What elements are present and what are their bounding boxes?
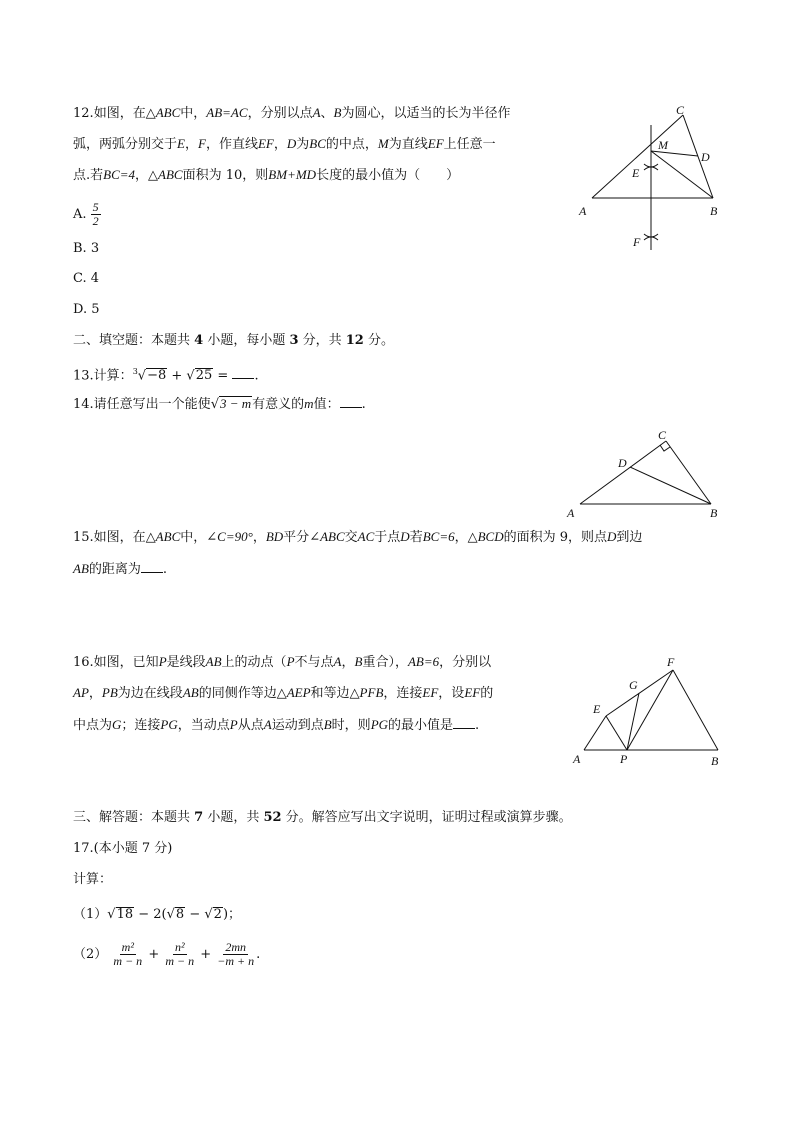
math: BC (309, 136, 326, 151)
math: PG (160, 717, 178, 732)
side-ep (606, 716, 627, 750)
label-b: B (710, 506, 718, 520)
text: 小题，共 (203, 810, 264, 825)
option-text: D. 5 (73, 302, 100, 317)
radicand: 25 (195, 368, 213, 384)
text: + (196, 947, 216, 962)
text: − 2( (134, 907, 167, 922)
text: + (144, 947, 164, 962)
q16-line-2 (73, 684, 493, 703)
radical-sign: √ (186, 368, 195, 384)
text: 有意义的 (252, 397, 305, 412)
text: 分。解答应写出文字说明，证明过程或演算步骤。 (281, 810, 572, 825)
text: 值： (313, 397, 340, 412)
denominator: 2 (92, 214, 99, 228)
label-a: A (573, 752, 581, 766)
text: 中， (180, 106, 207, 121)
text: （2） (73, 947, 108, 962)
math: D (400, 529, 410, 544)
text: 上的动点（ (221, 655, 287, 670)
math: G (112, 717, 122, 732)
segment-ef (606, 670, 673, 716)
denominator: m − n (165, 954, 195, 968)
math: EF (464, 685, 481, 700)
radicand: 18 (116, 907, 134, 922)
math: △PFB (349, 685, 384, 700)
math: BM+MD (268, 167, 317, 182)
text: 运动到点 (271, 718, 324, 733)
text: 时，则 (331, 718, 371, 733)
text: 长度的最小值为（ ） (316, 168, 460, 183)
q16-line-1 (73, 653, 491, 672)
label-a: A (579, 204, 587, 218)
math: B (354, 654, 363, 669)
text: 分，共 (298, 333, 346, 348)
right-angle-mark (660, 445, 670, 451)
number: 4 (194, 333, 204, 348)
math: △ABC (145, 529, 181, 544)
answer-blank[interactable] (141, 560, 163, 573)
text: − (185, 907, 205, 922)
text: 为 (296, 137, 310, 152)
q12-option-b[interactable] (73, 240, 99, 258)
math: D (607, 529, 617, 544)
text: ， (273, 137, 287, 152)
text: 的最小值是 (388, 718, 454, 733)
radicand: −8 (147, 368, 167, 384)
side-ac (580, 441, 666, 504)
q15-line-1 (73, 528, 642, 547)
math: △ABC (145, 105, 181, 120)
math: A (263, 717, 272, 732)
text: 交 (344, 530, 358, 545)
text: ，分别以 (439, 655, 492, 670)
figure-q15 (560, 425, 730, 520)
fraction (91, 201, 101, 228)
text: 中， (180, 530, 207, 545)
option-label: A. (73, 207, 87, 222)
text: ，设 (438, 686, 465, 701)
text: . (162, 562, 168, 577)
text: ；连接 (121, 718, 161, 733)
text: 上任意一 (443, 137, 496, 152)
side-ac (592, 115, 683, 198)
text: ， (341, 655, 355, 670)
label-e: E (593, 702, 601, 716)
denominator: −m + n (217, 954, 255, 968)
text: 计算： (73, 872, 113, 887)
label-a: A (567, 506, 575, 520)
q14 (73, 395, 366, 414)
q13 (73, 363, 259, 385)
math: BC=6 (422, 529, 455, 544)
math: D (286, 136, 297, 151)
radicand: 8 (175, 907, 185, 922)
math: PB (101, 685, 118, 700)
math: △ABC (148, 167, 183, 182)
text: 、 (320, 106, 334, 121)
math: BC=4 (103, 167, 136, 182)
text: 和等边 (310, 686, 350, 701)
radical-sign: √ (210, 397, 219, 412)
text: ， (252, 530, 266, 545)
math: AB (182, 685, 199, 700)
text: （1） (73, 907, 108, 922)
text: ，当动点 (177, 718, 230, 733)
denominator: m − n (113, 954, 143, 968)
text: . (361, 397, 366, 412)
q17-part-2 (73, 941, 260, 968)
text: 平分 (283, 530, 310, 545)
text: 为圆心，以适当的长为半径作 (341, 106, 511, 121)
answer-blank[interactable] (453, 716, 475, 729)
question-number: 12. (73, 106, 94, 121)
math: P (229, 717, 238, 732)
math: BD (265, 529, 284, 544)
text: . (256, 947, 261, 962)
label-d: D (618, 456, 627, 470)
text: = (213, 368, 233, 384)
q12-line-1 (73, 104, 511, 123)
text: 三、解答题：本题共 (73, 810, 195, 825)
math: AB=AC (206, 105, 248, 120)
text: )； (222, 907, 242, 922)
math: E (177, 136, 185, 151)
q12-option-d[interactable] (73, 301, 100, 319)
math: ∠C=90° (206, 529, 253, 544)
label-f: F (633, 235, 641, 249)
text: 若 (409, 530, 423, 545)
math: AC (357, 529, 375, 544)
text: ，连接 (383, 686, 423, 701)
text: 到边 (616, 530, 643, 545)
text: + (167, 368, 187, 384)
text: . (254, 368, 259, 384)
side-fb (673, 670, 718, 750)
text: 如图，在 (93, 106, 146, 121)
text: 13.计算： (73, 368, 133, 384)
label-c: C (658, 428, 667, 442)
text: 17.(本小题 7 分) (73, 841, 173, 856)
numerator: m² (121, 940, 134, 954)
text: 的 (480, 686, 494, 701)
fraction (163, 941, 196, 968)
radical-sign: √ (204, 907, 213, 922)
radical-sign: √ (137, 368, 147, 384)
text: 为边在线段 (117, 686, 183, 701)
side-ae (584, 716, 606, 750)
text: 的面积为 9，则点 (503, 530, 608, 545)
root-index: 3 (132, 367, 138, 376)
q12-line-2 (73, 135, 496, 154)
text: 15.如图，在 (73, 530, 146, 545)
radical-sign: √ (107, 907, 116, 922)
text: ，作直线 (205, 137, 258, 152)
q17-calc (73, 871, 112, 889)
number: 12 (345, 333, 364, 348)
text: 14.请任意写出一个能使 (73, 397, 211, 412)
numerator: 5 (92, 200, 99, 214)
q17-title (73, 840, 172, 858)
q12-option-c[interactable] (73, 270, 99, 288)
text: 的距离为 (88, 562, 141, 577)
side-bc (666, 441, 711, 504)
q17-part-1 (73, 906, 241, 924)
option-text: C. 4 (73, 271, 100, 286)
text: 的同侧作等边 (198, 686, 277, 701)
math: P (158, 654, 167, 669)
text: 16.如图，已知 (73, 655, 159, 670)
q12-line-3 (73, 166, 459, 185)
math: M (377, 136, 389, 151)
math: AB=6 (407, 654, 440, 669)
math: EF (427, 136, 444, 151)
math: △BCD (467, 529, 504, 544)
text: ，分别以点 (247, 106, 313, 121)
text: 中点为 (73, 718, 113, 733)
math: AB (205, 654, 222, 669)
math: m (304, 396, 314, 411)
label-p: P (620, 752, 628, 766)
text: 从点 (237, 718, 264, 733)
label-d: D (701, 150, 710, 164)
radicand: 3 − m (219, 396, 252, 411)
label-b: B (711, 754, 719, 768)
q12-option-a[interactable] (73, 201, 101, 228)
math: EF (257, 136, 274, 151)
number: 7 (194, 810, 204, 825)
text: ， (135, 168, 149, 183)
text: ， (88, 686, 102, 701)
fraction (215, 941, 256, 968)
math: AP (73, 685, 89, 700)
label-b: B (710, 204, 718, 218)
text: ， (184, 137, 198, 152)
answer-blank[interactable] (232, 366, 254, 379)
label-g: G (629, 678, 638, 692)
math: A (312, 105, 321, 120)
math: A (333, 654, 342, 669)
text: ， (454, 530, 468, 545)
math: EF (422, 685, 439, 700)
segment-bd (630, 467, 711, 504)
math: P (286, 654, 295, 669)
text: 小题，每小题 (203, 333, 290, 348)
section-3-header (73, 809, 572, 827)
numerator: 2mn (225, 940, 247, 954)
q16-line-3 (73, 716, 479, 735)
label-c: C (676, 103, 685, 117)
segment-pg (627, 693, 639, 750)
text: 于点 (374, 530, 401, 545)
fraction (111, 941, 144, 968)
math: ∠ABC (309, 529, 345, 544)
text: 是线段 (166, 655, 206, 670)
option-text: B. 3 (73, 241, 100, 256)
math: △AEP (276, 685, 311, 700)
section-2-header (73, 332, 394, 350)
text: . (475, 718, 480, 733)
text: 二、填空题：本题共 (73, 333, 195, 348)
text: 重合）， (362, 655, 408, 670)
math: B (333, 105, 342, 120)
radical-sign: √ (166, 907, 175, 922)
text: 点.若 (73, 168, 104, 183)
text: 的中点， (325, 137, 378, 152)
label-f: F (667, 655, 675, 669)
math: F (197, 136, 206, 151)
figure-q12 (570, 100, 730, 260)
answer-blank[interactable] (340, 395, 362, 408)
number: 3 (289, 333, 299, 348)
number: 52 (263, 810, 282, 825)
label-m: M (658, 138, 668, 152)
radicand: 2 (213, 907, 222, 922)
label-e: E (632, 166, 640, 180)
text: 不与点 (294, 655, 334, 670)
text: 弧，两弧分别交于 (73, 137, 178, 152)
math: PG (370, 717, 389, 732)
text: 面积为 10，则 (182, 168, 269, 183)
math: AB (73, 561, 89, 576)
q15-line-2 (73, 560, 167, 579)
figure-q16 (565, 650, 735, 775)
text: 分。 (363, 333, 394, 348)
numerator: n² (174, 940, 185, 954)
math: B (323, 717, 332, 732)
text: 为直线 (388, 137, 428, 152)
